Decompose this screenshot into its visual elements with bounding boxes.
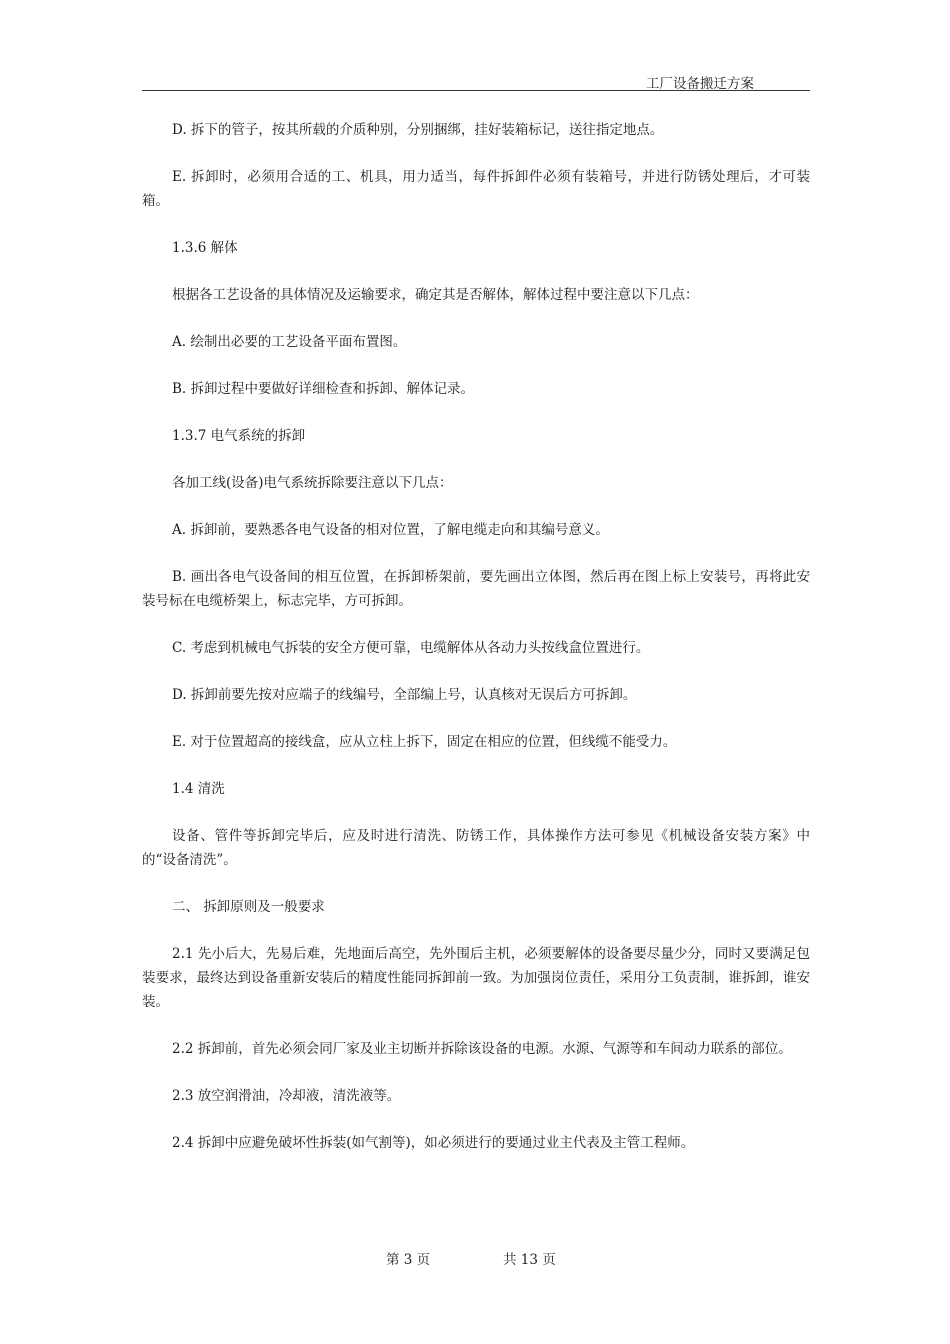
paragraph: 2.1 先小后大，先易后难，先地面后高空，先外围后主机，必须要解体的设备要尽量少分，同时又要满足包装要求，最终达到设备重新安装后的精度性能同拆卸前一致。为加强岗位责任，采用分工负责制，谁拆卸，谁安装。 (142, 946, 810, 1010)
paragraph: 根据各工艺设备的具体情况及运输要求，确定其是否解体，解体过程中要注意以下几点： (172, 287, 699, 303)
document-body (142, 118, 810, 1177)
paragraph: 2.2 拆卸前，首先必须会同厂家及业主切断并拆除该设备的电源。水源、气源等和车间动力联系的部位。 (172, 1041, 792, 1057)
paragraph: 各加工线(设备)电气系统拆除要注意以下几点： (172, 475, 453, 491)
paragraph: D. 拆卸前要先按对应端子的线编号，全部编上号，认真核对无误后方可拆卸。 (172, 687, 637, 703)
section-heading: 1.3.7 电气系统的拆卸 (172, 428, 306, 444)
paragraph: 2.3 放空润滑油，冷却液，清洗液等。 (172, 1088, 401, 1104)
section-heading: 1.3.6 解体 (172, 240, 238, 256)
paragraph: 2.4 拆卸中应避免破坏性拆装(如气割等)，如必须进行的要通过业主代表及主管工程师。 (172, 1135, 695, 1151)
section-heading: 二、 拆卸原则及一般要求 (172, 899, 325, 915)
paragraph: B. 拆卸过程中要做好详细检查和拆卸、解体记录。 (172, 381, 475, 397)
paragraph: A. 绘制出必要的工艺设备平面布置图。 (172, 334, 407, 350)
header-title: 工厂设备搬迁方案 (646, 76, 754, 92)
paragraph: 设备、管件等拆卸完毕后，应及时进行清洗、防锈工作，具体操作方法可参见《机械设备安装方案》中的“设备清洗”。 (142, 828, 810, 868)
paragraph: E. 拆卸时，必须用合适的工、机具，用力适当，每件拆卸件必须有装箱号，并进行防锈处理后，才可装箱。 (142, 169, 810, 209)
paragraph: B. 画出各电气设备间的相互位置，在拆卸桥架前，要先画出立体图，然后再在图上标上安装号，再将此安装号标在电缆桥架上，标志完毕，方可拆卸。 (142, 569, 810, 609)
paragraph: A. 拆卸前，要熟悉各电气设备的相对位置，了解电缆走向和其编号意义。 (172, 522, 609, 538)
page-number: 第 3 页 (386, 1252, 431, 1268)
paragraph: C. 考虑到机械电气拆装的安全方便可靠，电缆解体从各动力头按线盒位置进行。 (172, 640, 650, 656)
page-header (142, 70, 810, 91)
page-total: 共 13 页 (503, 1252, 556, 1268)
paragraph: E. 对于位置超高的接线盒，应从立柱上拆下，固定在相应的位置，但线缆不能受力。 (172, 734, 677, 750)
paragraph: D. 拆下的管子，按其所载的介质种别，分别捆绑，挂好装箱标记，送往指定地点。 (172, 122, 664, 138)
section-heading: 1.4 清洗 (172, 781, 225, 797)
